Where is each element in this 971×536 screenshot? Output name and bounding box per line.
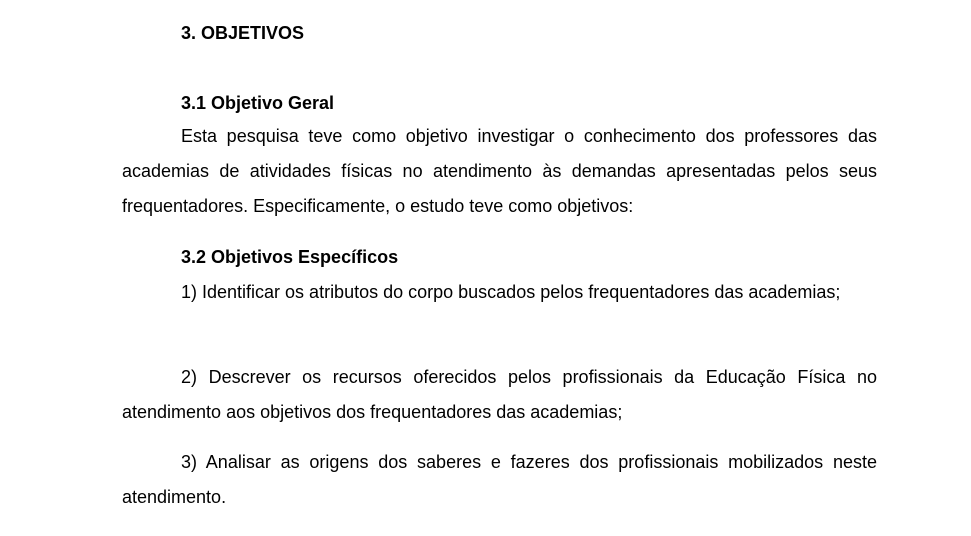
objetivo-geral-paragraph: Esta pesquisa teve como objetivo investigar o conhecimento dos professores das academias de atividades físicas no atendimento às demandas apresentadas pelos seus frequentadores. Especificamente, o estudo teve como objetivos: <box>122 126 877 216</box>
section-title: 3. OBJETIVOS <box>181 23 305 43</box>
objetivo-geral-heading: 3.1 Objetivo Geral <box>181 93 335 113</box>
objetivo-especifico-item-2: 2) Descrever os recursos oferecidos pelos profissionais da Educação Física no atendimento aos objetivos dos frequentadores das academias; <box>122 367 877 422</box>
objetivo-especifico-item-3: 3) Analisar as origens dos saberes e fazeres dos profissionais mobilizados neste atendimento. <box>122 452 877 507</box>
objetivo-especifico-item-1: 1) Identificar os atributos do corpo buscados pelos frequentadores das academias; <box>181 282 841 302</box>
objetivos-especificos-heading: 3.2 Objetivos Específicos <box>181 247 399 267</box>
